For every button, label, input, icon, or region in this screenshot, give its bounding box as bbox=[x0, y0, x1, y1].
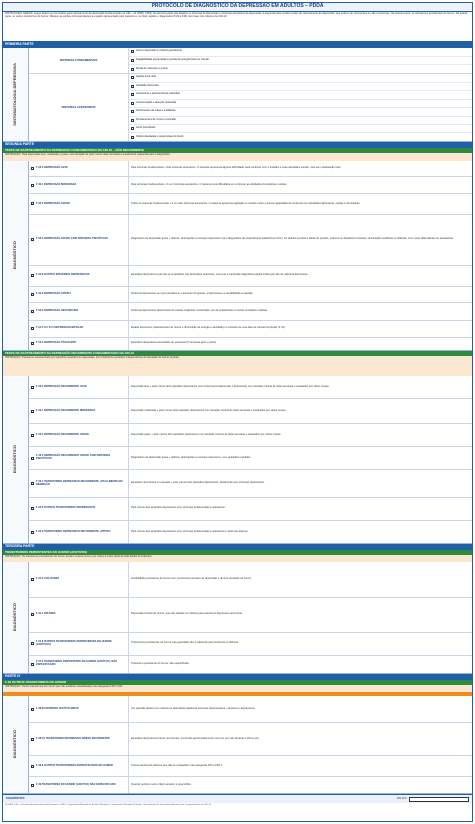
part3-band: TRANSTORNOS PERSISTENTES DO HUMOR (AFETIVOS) bbox=[3, 550, 472, 555]
diagnosis-code-label: F 33.4 TRANSTORNO DEPRESSIVO RECORRENTE, ATUALMENTE EM REMISSÃO bbox=[36, 479, 123, 486]
diagnosis-row bbox=[29, 777, 472, 793]
symptom-item[interactable] bbox=[129, 91, 472, 99]
persistent-rows bbox=[29, 562, 472, 673]
diagnosis-row bbox=[29, 696, 472, 723]
diagnosis-row bbox=[29, 633, 472, 656]
diagnosis-option[interactable] bbox=[29, 303, 129, 320]
diagnosis-checkbox[interactable] bbox=[31, 708, 34, 711]
symptom-checkbox[interactable] bbox=[131, 102, 134, 105]
diagnosis-option[interactable] bbox=[29, 177, 129, 192]
diagnosis-criteria: Diagnóstico de depressão grave + delírios, alucinações ou estupor depressivo (sem diagnóstico de esquizofrenia catatônica F 20.2). Os delírios envolvem ideias de pecado, pobreza ou desastres iminentes; alucinações auditivas ou olfativas, com vozes difamatórias ou acusatórias. bbox=[131, 237, 454, 241]
diagnosis-criteria: Dois sintomas fundamentais + 3 ou 4 sintomas acessórios. O paciente terá dificuldade em continuar as atividades domésticas e sociais. bbox=[131, 182, 288, 186]
diagnosis-option[interactable] bbox=[29, 470, 129, 496]
diagnosis-code-label: F 33.9 TRANSTORNO DEPRESSIVO RECORRENTE, ATÍPICO bbox=[36, 529, 111, 533]
diagnosis-option[interactable] bbox=[29, 756, 129, 776]
page-title: PROTOCOLO DE DIAGNÓSTICO DA DEPRESSÃO EM ADULTOS – PDDA bbox=[3, 3, 472, 12]
diagnosis-code-label: F 38.8 OUTROS TRANSTORNOS ESPECIFICADOS DO HUMOR bbox=[36, 763, 113, 767]
diagnosis-criteria: Episódios depressivos breves recorrentes, ocorrendo aproximadamente uma vez por mês durante o último ano. bbox=[131, 736, 260, 740]
diagnosis-checkbox[interactable] bbox=[31, 386, 34, 389]
diagnosis-criteria: Depressão leve + pelo menos dois episódios depressivos (com sintomas fundamentais e acessórios) com duração mínima de duas semanas e separados por vários meses. bbox=[131, 384, 330, 388]
persistent-table bbox=[3, 562, 472, 674]
diagnosis-option[interactable] bbox=[29, 598, 129, 633]
diagnosis-row bbox=[29, 376, 472, 399]
diagnosis-option[interactable] bbox=[29, 399, 129, 423]
diagnosis-checkbox[interactable] bbox=[31, 507, 34, 510]
diagnosis-checkbox[interactable] bbox=[31, 434, 34, 437]
document-frame bbox=[2, 2, 473, 822]
symptoms-table bbox=[3, 48, 472, 142]
diagnosis-code-label: F 34.0 CICLOTIMIA bbox=[36, 576, 60, 580]
diagnosis-code-label: F 32.9 DEPRESSÃO ATÍPICA bbox=[36, 291, 72, 295]
symptom-item[interactable] bbox=[129, 100, 472, 108]
cid-input[interactable] bbox=[409, 797, 469, 802]
diagnosis-option[interactable] bbox=[29, 696, 129, 722]
diagnosis-checkbox[interactable] bbox=[31, 738, 34, 741]
symptom-group bbox=[29, 74, 472, 141]
symptom-text: Apetite diminuído bbox=[136, 75, 157, 79]
diagnosis-row bbox=[29, 598, 472, 634]
symptom-group bbox=[29, 48, 472, 74]
symptom-text: Sono perturbado bbox=[136, 126, 156, 130]
test-nonrecurrent-instruction: INSTRUÇÃO: Para depressão leve, moderada e grave, uma duração de pelo menos duas semanas é usualmente requerida para o diagnóstico. bbox=[3, 153, 472, 161]
diagnosis-code-label: F 38.10 TRANSTORNO DEPRESSIVO BREVE RECORRENTE bbox=[36, 736, 110, 740]
nonrecurrent-table bbox=[3, 161, 472, 351]
diagnosis-checkbox[interactable] bbox=[31, 410, 34, 413]
diagnosis-checkbox[interactable] bbox=[31, 342, 34, 345]
diagnosis-row bbox=[29, 562, 472, 598]
diagnosis-code-label: F 33.8 OUTROS TRANSTORNOS DEPRESSIVOS bbox=[36, 506, 96, 510]
nonrecurrent-side-label: DIAGNÓSTICO bbox=[3, 161, 29, 350]
diagnosis-code-label: F 33.3 DEPRESSÃO RECORRENTE GRAVE COM SINTOMAS PSICÓTICOS bbox=[36, 454, 111, 461]
symptom-checkbox[interactable] bbox=[131, 93, 134, 96]
diagnosis-row bbox=[29, 521, 472, 543]
symptom-group-label: SINTOMAS ACESSÓRIOS bbox=[29, 74, 129, 141]
diagnosis-criteria: Transtorno persistente do humor não especificado. bbox=[131, 661, 190, 665]
diagnosis-code-label: F 32.8 OUTROS EPISÓDIOS DEPRESSIVOS bbox=[36, 273, 90, 277]
diagnosis-criteria: Quando nenhum outro critério anterior é preenchido. bbox=[131, 782, 192, 786]
diagnosis-code-label: F 33.1 DEPRESSÃO RECORRENTE MODERADA bbox=[36, 408, 96, 412]
diagnosis-code-label: F 34.8 OUTROS TRANSTORNOS PERSISTENTES DO HUMOR (AFETIVOS) bbox=[36, 639, 112, 646]
diagnosis-code-label: F 34.1 DISTIMIA bbox=[36, 612, 56, 616]
diagnosis-criteria: Estado depressivo (rebaixamento do humor e diminuição de energia e atividade) no contexto de uma fase de transtorno bipolar (F 31). bbox=[131, 326, 286, 330]
diagnosis-code-label: F 32.0 DEPRESSÃO LEVE bbox=[36, 166, 68, 170]
diagnosis-criteria: Sintomas depressivos decorrentes de causas orgânicas conhecidas, uso de substâncias ou outras condições médicas. bbox=[131, 309, 268, 313]
symptom-item[interactable] bbox=[129, 125, 472, 133]
symptom-item[interactable] bbox=[129, 48, 472, 57]
symptom-text: Atividade diminuída bbox=[136, 83, 159, 87]
diagnosis-criteria: Episódios depressivos associados ao puerpério (6 semanas após o parto). bbox=[131, 341, 217, 345]
diagnosis-option[interactable] bbox=[29, 161, 129, 176]
diagnosis-option[interactable] bbox=[29, 633, 129, 655]
cid-field bbox=[397, 797, 469, 802]
diagnosis-option[interactable] bbox=[29, 376, 129, 398]
symptom-list bbox=[129, 48, 472, 73]
diagnosis-row bbox=[29, 321, 472, 337]
symptom-item[interactable] bbox=[129, 74, 472, 82]
other-side-label: DIAGNÓSTICO bbox=[3, 696, 29, 793]
symptom-item[interactable] bbox=[129, 65, 472, 73]
diagnosis-criteria: Outros transtornos afetivos que não se enquadram nas categorias F30 a F38.1. bbox=[131, 763, 223, 767]
diagnosis-footer bbox=[3, 794, 472, 803]
diagnosis-option[interactable] bbox=[29, 498, 129, 520]
symptom-text: Sentimentos de culpa e inutilidade bbox=[136, 109, 176, 113]
diagnosis-checkbox[interactable] bbox=[31, 784, 34, 787]
diagnosis-option[interactable] bbox=[29, 287, 129, 302]
symptom-checkbox[interactable] bbox=[131, 85, 134, 88]
diagnosis-checkbox[interactable] bbox=[31, 457, 34, 460]
recurrent-table bbox=[3, 376, 472, 544]
part3-header: TERCEIRA PARTE bbox=[3, 544, 472, 550]
diagnosis-code-label: F 33.0 DEPRESSÃO RECORRENTE LEVE bbox=[36, 384, 87, 388]
diagnosis-row bbox=[29, 723, 472, 756]
diagnosis-row bbox=[29, 161, 472, 177]
general-instructions: INSTRUÇÕES GERAIS: segue abaixo um formulário para rastreamento da depressão fundamentado na CID – 10 (OMS, 1993). Na primeira parte são listados os sintomas fundamentais e sintomas acessórios da depressão. A segunda parte contém testes de rastreamento da depressão, que podem ser recorrentes ou não recorrentes. Na terceira parte, os transtornos persistentes do humor. Na quarta parte, os outros transtornos do humor. Marque as opções correspondentes ao quadro apresentado pelo paciente e, ao final, registre o diagnóstico (F32 a F39) com base nos critérios da CID-10. bbox=[3, 12, 472, 42]
diagnosis-row bbox=[29, 424, 472, 447]
diagnosis-code-label: F 33.2 DEPRESSÃO RECORRENTE GRAVE bbox=[36, 432, 89, 436]
diagnosis-option[interactable] bbox=[29, 723, 129, 755]
diagnosis-row bbox=[29, 470, 472, 497]
diagnosis-option[interactable] bbox=[29, 777, 129, 793]
diagnosis-checkbox[interactable] bbox=[31, 663, 34, 666]
diagnosis-code-label: F 39 TRANSTORNO DO HUMOR (AFETIVO) NÃO ESPECIFICADO bbox=[36, 782, 116, 786]
symptom-text: Concentração e atenção reduzidas bbox=[136, 100, 177, 104]
part4-band: F 38 OUTROS TRANSTORNOS DO HUMOR bbox=[3, 680, 472, 685]
diagnosis-criteria: Todos os sintomas fundamentais + 4 ou mais sintomas acessórios. O paciente apresenta agitação ou retardo motor e pouca capacidade de continuar com atividades laborativas, sociais e domésticas. bbox=[131, 201, 361, 205]
part4-instruction: INSTRUÇÃO: Outros transtornos do humor que não justificam classificação nas categorias F30 a F34. bbox=[3, 685, 472, 692]
diagnosis-checkbox[interactable] bbox=[31, 184, 34, 187]
part2-header: SEGUNDA PARTE bbox=[3, 142, 472, 148]
diagnosis-criteria: Sintomas depressivos em que prevalecem o aumento do apetite, a hipersonia e a sensibilidade à rejeição. bbox=[131, 291, 254, 295]
diagnosis-criteria: Diagnóstico de depressão grave + delírios, alucinações ou estupor depressivo, com episódios repetidos. bbox=[131, 455, 252, 459]
diagnosis-option[interactable] bbox=[29, 521, 129, 543]
part3-instruction: INSTRUÇÃO: Os transtornos persistentes do humor tendem a durar anos e por vezes a maior parte da vida adulta do indivíduo. bbox=[3, 555, 472, 562]
diagnosis-criteria: Depressão crônica do humor, que não satisfaz os critérios para transtorno depressivo recorrente. bbox=[131, 612, 243, 616]
diagnosis-option[interactable] bbox=[29, 194, 129, 214]
diagnosis-criteria: Depressão grave + pelo menos dois episódios depressivos com duração mínima de duas semanas e separados por vários meses. bbox=[131, 432, 282, 436]
symptom-groups bbox=[29, 48, 472, 141]
footnotes: SIGLAS: CID = Classificação Internacional de Doenças; OMS = Organização Mundial da Saúde. Referência: Organização Mundial da Saúde. Classificação de Transtornos Mentais e de Comportamento da CID-10. bbox=[5, 804, 212, 806]
diagnosis-checkbox[interactable] bbox=[31, 293, 34, 296]
recurrent-rows bbox=[29, 376, 472, 543]
diagnosis-code-label: F 34.9 TRANSTORNO PERSISTENTE DO HUMOR (AFETIVO), NÃO ESPECIFICADO bbox=[36, 660, 118, 667]
diagnosis-criteria: Um episódio afetivo com mistura ou alternância rápida de sintomas hipomaníacos, maníacos e depressivos. bbox=[131, 706, 256, 710]
symptom-checkbox[interactable] bbox=[131, 119, 134, 122]
diagnosis-option[interactable] bbox=[29, 215, 129, 265]
diagnosis-option[interactable] bbox=[29, 266, 129, 286]
symptom-checkbox[interactable] bbox=[131, 68, 134, 71]
diagnosis-checkbox[interactable] bbox=[31, 531, 34, 534]
other-disorders-table bbox=[3, 696, 472, 794]
symptom-text: Fatigabilidade aumentada ou perda de energia física ou mental bbox=[136, 58, 209, 62]
diagnosis-code-label: F 53.0 DEPRESSÃO PÓS-PARTO bbox=[36, 341, 77, 345]
diagnosis-row bbox=[29, 447, 472, 470]
diagnosis-row bbox=[29, 215, 472, 266]
test-recurrent-title: TESTE DE RASTREAMENTO DA DEPRESSÃO RECORRENTE FUNDAMENTADO NA CID-10 bbox=[3, 351, 472, 356]
part4-header: PARTE IV bbox=[3, 674, 472, 680]
symptom-item[interactable] bbox=[129, 117, 472, 125]
diagnosis-option[interactable] bbox=[29, 338, 129, 350]
diagnosis-checkbox[interactable] bbox=[31, 202, 34, 205]
diagnosis-code-label: F 32.9 DEPRESSÃO SECUNDÁRIA bbox=[36, 309, 79, 313]
diagnosis-code-label: F 38.00 EPISÓDIO AFETIVO MISTO bbox=[36, 706, 79, 710]
diagnosis-checkbox[interactable] bbox=[31, 482, 34, 485]
cid-label: CID 10 F bbox=[396, 796, 407, 800]
diagnosis-criteria: Pelo menos dois episódios depressivos com sintomas fundamentais e acessórios. bbox=[131, 506, 226, 510]
diagnosis-row bbox=[29, 194, 472, 215]
diagnosis-row bbox=[29, 177, 472, 193]
diagnosis-criteria: Instabilidade persistente do humor com numerosos períodos de depressão e de leve elevação do humor. bbox=[131, 576, 252, 580]
recurrent-side-label: DIAGNÓSTICO bbox=[3, 376, 29, 543]
diagnosis-criteria: Depressão moderada + pelo menos dois episódios depressivos com duração mínima de duas semanas e separados por vários meses. bbox=[131, 408, 287, 412]
diagnosis-option[interactable] bbox=[29, 424, 129, 446]
diagnosis-row bbox=[29, 287, 472, 303]
diagnosis-row bbox=[29, 498, 472, 521]
symptom-checkbox[interactable] bbox=[131, 50, 134, 53]
other-rows bbox=[29, 696, 472, 793]
diagnosis-criteria: Dois sintomas fundamentais + dois sintomas acessórios. O paciente apresenta alguma dificuldade para continuar com o trabalho e suas atividades sociais, mas sem paralisação total. bbox=[131, 166, 341, 170]
diagnosis-code-label: F 32.3 DEPRESSÃO GRAVE COM SINTOMAS PSICÓTICOS bbox=[36, 237, 108, 241]
symptom-text: Perda de interesse e prazer bbox=[136, 66, 169, 70]
diagnosis-checkbox[interactable] bbox=[31, 167, 34, 170]
symptom-checkbox[interactable] bbox=[131, 136, 134, 139]
symptom-text: Autoestima e autoconfiança reduzidas bbox=[136, 92, 180, 96]
persistent-side-label: DIAGNÓSTICO bbox=[3, 562, 29, 673]
symptom-text: Pensamentos de morte ou suicídio bbox=[136, 117, 176, 121]
diagnosis-option[interactable] bbox=[29, 656, 129, 673]
diagnosis-checkbox[interactable] bbox=[31, 238, 34, 241]
part1-header: PRIMEIRA PARTE bbox=[3, 42, 472, 48]
diagnosis-option[interactable] bbox=[29, 562, 129, 597]
symptom-text: Humor deprimido ou tristeza persistente bbox=[136, 49, 182, 53]
symptom-item[interactable] bbox=[129, 108, 472, 116]
symptom-checkbox[interactable] bbox=[131, 127, 134, 130]
diagnosis-criteria: Episódios depressivos que não se enquadram nas descrições anteriores, mas que a impressão diagnóstica global indica que são de natureza depressiva. bbox=[131, 273, 309, 277]
diagnosis-row bbox=[29, 303, 472, 321]
diagnosis-checkbox[interactable] bbox=[31, 642, 34, 645]
symptoms-side-label: SINTOMATOLOGIA DEPRESSIVA bbox=[3, 48, 29, 141]
diagnosis-checkbox[interactable] bbox=[31, 274, 34, 277]
symptom-list bbox=[129, 74, 472, 141]
symptom-checkbox[interactable] bbox=[131, 110, 134, 113]
diagnosis-label: DIAGNÓSTICO: bbox=[6, 796, 26, 800]
diagnosis-row bbox=[29, 266, 472, 287]
diagnosis-option[interactable] bbox=[29, 321, 129, 336]
diagnosis-row bbox=[29, 656, 472, 673]
symptom-group-label: SINTOMAS FUNDAMENTAIS bbox=[29, 48, 129, 73]
symptom-item[interactable] bbox=[129, 83, 472, 91]
test-recurrent-instruction: INSTRUÇÃO: Transtorno caracterizado por episódios repetidos de depressão, sem história de episódios independentes de elevação do humor (mania). bbox=[3, 356, 472, 376]
diagnosis-checkbox[interactable] bbox=[31, 327, 34, 330]
diagnosis-checkbox[interactable] bbox=[31, 613, 34, 616]
diagnosis-criteria: Episódios recorrentes no passado + pelo menos dois episódios depressivos; atualmente sem sintomas depressivos. bbox=[131, 481, 265, 485]
diagnosis-row bbox=[29, 399, 472, 424]
symptom-text: Visões desoladas e pessimistas do futuro bbox=[136, 134, 184, 138]
diagnosis-option[interactable] bbox=[29, 447, 129, 469]
diagnosis-row bbox=[29, 756, 472, 777]
symptom-checkbox[interactable] bbox=[131, 76, 134, 79]
diagnosis-criteria: Transtornos persistentes do humor cuja gravidade não é suficiente para ciclotimia ou distimia. bbox=[131, 641, 239, 645]
diagnosis-checkbox[interactable] bbox=[31, 310, 34, 313]
diagnosis-code-label: F 32.1 DEPRESSÃO MODERADA bbox=[36, 182, 77, 186]
symptom-item[interactable] bbox=[129, 57, 472, 66]
diagnosis-checkbox[interactable] bbox=[31, 765, 34, 768]
diagnosis-code-label: F 31.3 A F 31.5 DEPRESSÃO BIPOLAR bbox=[36, 326, 84, 330]
diagnosis-checkbox[interactable] bbox=[31, 578, 34, 581]
diagnosis-row bbox=[29, 338, 472, 350]
diagnosis-code-label: F 32.2 DEPRESSÃO GRAVE bbox=[36, 201, 71, 205]
test-nonrecurrent-title: TESTE DE RASTREAMENTO DA DEPRESSÃO FUNDAMENTADO NA CID-10 – NÃO RECORRENTE bbox=[3, 148, 472, 153]
nonrecurrent-rows bbox=[29, 161, 472, 350]
symptom-item[interactable] bbox=[129, 133, 472, 140]
diagnosis-criteria: Pelo menos dois episódios depressivos com sintomas fundamentais e acessórios e sintomas atípicos. bbox=[131, 529, 249, 533]
symptom-checkbox[interactable] bbox=[131, 59, 134, 62]
